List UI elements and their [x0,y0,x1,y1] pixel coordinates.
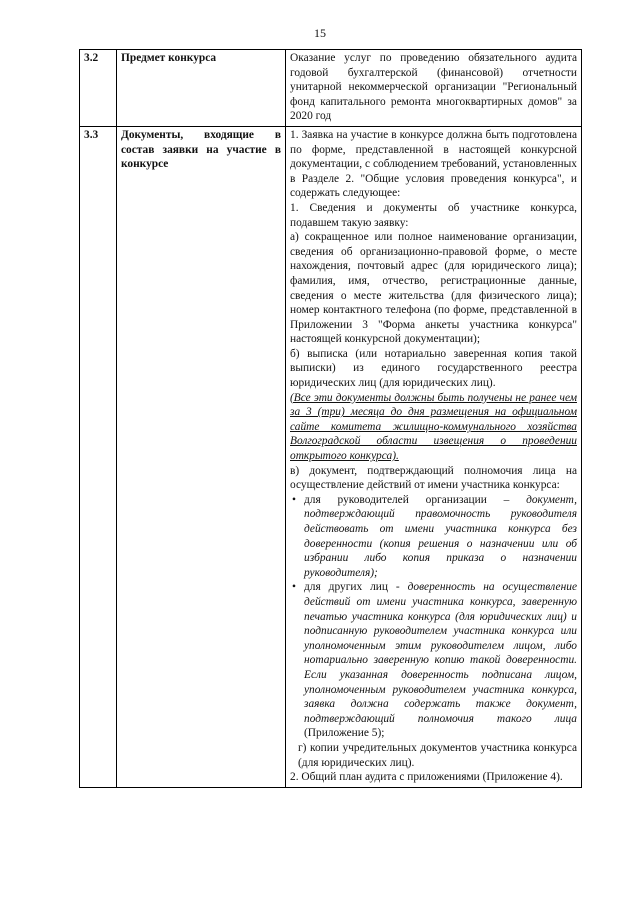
paragraph-validity-note: (Все эти документы должны быть получены не ранее чем за 3 (три) месяца до дня размещения на официальном сайте комитета жилищно-коммунального хозяйства Волгоградской области извещения о проведении открытого конкурса). [290,391,577,463]
bullet-lead: для руководителей организации – [304,493,527,506]
bullet-item-managers [290,493,577,581]
paragraph-audit-plan: 2. Общий план аудита с приложениями (Приложение 4). [290,771,563,784]
bullet-icon: • [292,493,296,506]
document-table [79,49,582,788]
paragraph-participant-info: 1. Сведения и документы об участнике конкурса, подавшем такую заявку: [290,201,577,229]
row-title: Предмет конкурса [117,50,286,127]
bullet-lead: для других лиц - [304,581,408,594]
row-number: 3.2 [80,50,117,127]
row-description [286,126,582,787]
row-title: Документы, входящие в состав заявки на участие в конкурсе [117,126,286,787]
page-number: 15 [314,26,326,40]
row-number: 3.3 [80,126,117,787]
bullet-tail: (Приложение 5); [304,727,385,740]
bullet-text: документ, подтверждающий правомочность руководителя действовать от имени участника конкурса без доверенности (копия решения о назначении или об избрании либо копия приказа о назначении руководителя); [304,493,577,579]
paragraph-item-a: а) сокращенное или полное наименование организации, сведения об организационно-правовой форме, о месте нахождения, почтовый адрес (для юридического лица); фамилия, имя, отчество, регистрационные данные, сведения о месте жительства (для физического лица); номер контактного телефона (по форме, представленной в Приложении 3 "Форма анкеты участника конкурса" настоящей конкурсной документации); [290,231,577,346]
paragraph-item-v: в) документ, подтверждающий полномочия лица на осуществление действий от имени участника конкурса: [290,464,577,492]
row-description: Оказание услуг по проведению обязательного аудита годовой бухгалтерской (финансовой) отчетности унитарной некоммерческой организации "Региональный фонд капитального ремонта многоквартирных домов" за 2020 год [286,50,582,127]
bullet-icon: • [292,581,296,594]
paragraph-application-requirements: 1. Заявка на участие в конкурсе должна быть подготовлена по форме, представленной в настоящей конкурсной документации, с соблюдением требований, установленных в Разделе 2. "Общие условия проведения конкурса", и содержать следующее: [290,128,577,200]
paragraph-item-b: б) выписка (или нотариально заверенная копия такой выписки) из единого государственного реестра юридических лиц (для юридических лиц). [290,347,577,390]
table-row [80,126,582,787]
bullet-item-other-persons [290,580,577,741]
bullet-text: доверенность на осуществление действий от имени участника конкурса, заверенную печатью участника конкурса (для юридических лиц) и подписанную руководителем участника конкурса или уполномоченным этим руководителем лицом, либо нотариально заверенную копию такой доверенности. Если указанная доверенность подписана лицом, уполномоченным руководителем участника конкурса, заявка должна содержать также документ, подтверждающий полномочия такого лица [304,581,578,725]
table-row [80,50,582,127]
paragraph-item-g: г) копии учредительных документов участника конкурса (для юридических лиц). [298,741,577,769]
